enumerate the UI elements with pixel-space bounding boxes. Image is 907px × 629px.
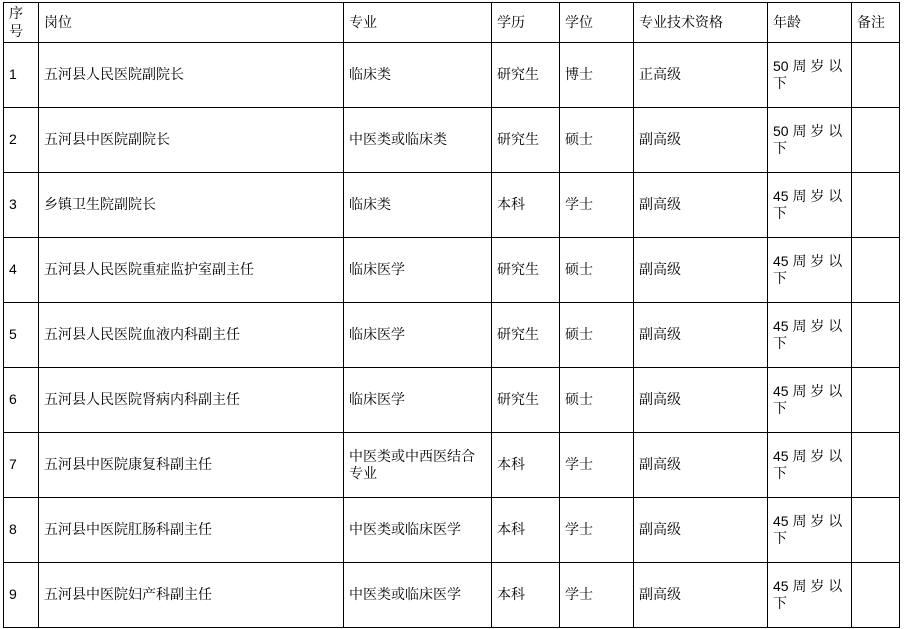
cell-degree: 硕士 [560, 368, 634, 433]
column-header-major: 专业 [344, 3, 492, 43]
cell-education: 本科 [492, 563, 560, 628]
cell-seq: 3 [4, 173, 39, 238]
cell-age: 50 周 岁 以 下 [768, 108, 852, 173]
cell-post: 五河县人民医院肾病内科副主任 [39, 368, 344, 433]
cell-degree: 学士 [560, 498, 634, 563]
cell-major: 临床类 [344, 173, 492, 238]
cell-degree: 学士 [560, 433, 634, 498]
cell-note [852, 108, 900, 173]
cell-note [852, 433, 900, 498]
cell-degree: 学士 [560, 173, 634, 238]
column-header-post: 岗位 [39, 3, 344, 43]
cell-age: 45 周 岁 以 下 [768, 498, 852, 563]
cell-major: 临床类 [344, 43, 492, 108]
cell-post: 五河县中医院康复科副主任 [39, 433, 344, 498]
column-header-education: 学历 [492, 3, 560, 43]
cell-note [852, 368, 900, 433]
table-row [4, 563, 900, 628]
cell-qualification: 副高级 [634, 498, 768, 563]
recruitment-position-table [3, 2, 900, 628]
table-row [4, 43, 900, 108]
cell-major: 中医类或临床医学 [344, 563, 492, 628]
cell-note [852, 43, 900, 108]
cell-age: 45 周 岁 以 下 [768, 303, 852, 368]
cell-degree: 博士 [560, 43, 634, 108]
table-row [4, 498, 900, 563]
cell-post: 五河县人民医院重症监护室副主任 [39, 238, 344, 303]
cell-major: 中医类或临床医学 [344, 498, 492, 563]
column-header-qualification: 专业技术资格 [634, 3, 768, 43]
cell-age: 45 周 岁 以 下 [768, 433, 852, 498]
cell-degree: 硕士 [560, 108, 634, 173]
cell-education: 本科 [492, 173, 560, 238]
cell-seq: 6 [4, 368, 39, 433]
cell-major: 临床医学 [344, 303, 492, 368]
cell-major: 中医类或临床类 [344, 108, 492, 173]
table-row [4, 303, 900, 368]
cell-education: 研究生 [492, 303, 560, 368]
cell-qualification: 副高级 [634, 433, 768, 498]
cell-qualification: 副高级 [634, 238, 768, 303]
table-header-row [4, 3, 900, 43]
column-header-degree: 学位 [560, 3, 634, 43]
cell-education: 研究生 [492, 238, 560, 303]
cell-post: 五河县中医院妇产科副主任 [39, 563, 344, 628]
cell-note [852, 498, 900, 563]
cell-qualification: 副高级 [634, 173, 768, 238]
table-row [4, 238, 900, 303]
cell-age: 50 周 岁 以 下 [768, 43, 852, 108]
table-row [4, 108, 900, 173]
cell-seq: 9 [4, 563, 39, 628]
column-header-age: 年龄 [768, 3, 852, 43]
cell-age: 45 周 岁 以 下 [768, 173, 852, 238]
cell-note [852, 303, 900, 368]
table-row [4, 433, 900, 498]
cell-education: 研究生 [492, 108, 560, 173]
cell-education: 本科 [492, 433, 560, 498]
cell-note [852, 238, 900, 303]
cell-post: 乡镇卫生院副院长 [39, 173, 344, 238]
cell-post: 五河县中医院副院长 [39, 108, 344, 173]
cell-degree: 学士 [560, 563, 634, 628]
cell-education: 研究生 [492, 368, 560, 433]
cell-seq: 1 [4, 43, 39, 108]
cell-degree: 硕士 [560, 238, 634, 303]
cell-major: 临床医学 [344, 238, 492, 303]
cell-note [852, 173, 900, 238]
cell-qualification: 正高级 [634, 43, 768, 108]
cell-qualification: 副高级 [634, 368, 768, 433]
cell-seq: 7 [4, 433, 39, 498]
cell-seq: 5 [4, 303, 39, 368]
cell-education: 本科 [492, 498, 560, 563]
column-header-note: 备注 [852, 3, 900, 43]
cell-major: 临床医学 [344, 368, 492, 433]
cell-age: 45 周 岁 以 下 [768, 563, 852, 628]
cell-major: 中医类或中西医结合专业 [344, 433, 492, 498]
cell-note [852, 563, 900, 628]
table-row [4, 368, 900, 433]
cell-seq: 8 [4, 498, 39, 563]
cell-age: 45 周 岁 以 下 [768, 368, 852, 433]
column-header-seq: 序号 [4, 3, 39, 43]
cell-education: 研究生 [492, 43, 560, 108]
cell-seq: 4 [4, 238, 39, 303]
cell-degree: 硕士 [560, 303, 634, 368]
cell-qualification: 副高级 [634, 303, 768, 368]
cell-qualification: 副高级 [634, 108, 768, 173]
table-row [4, 173, 900, 238]
cell-qualification: 副高级 [634, 563, 768, 628]
cell-post: 五河县中医院肛肠科副主任 [39, 498, 344, 563]
cell-post: 五河县人民医院血液内科副主任 [39, 303, 344, 368]
cell-seq: 2 [4, 108, 39, 173]
cell-age: 45 周 岁 以 下 [768, 238, 852, 303]
cell-post: 五河县人民医院副院长 [39, 43, 344, 108]
